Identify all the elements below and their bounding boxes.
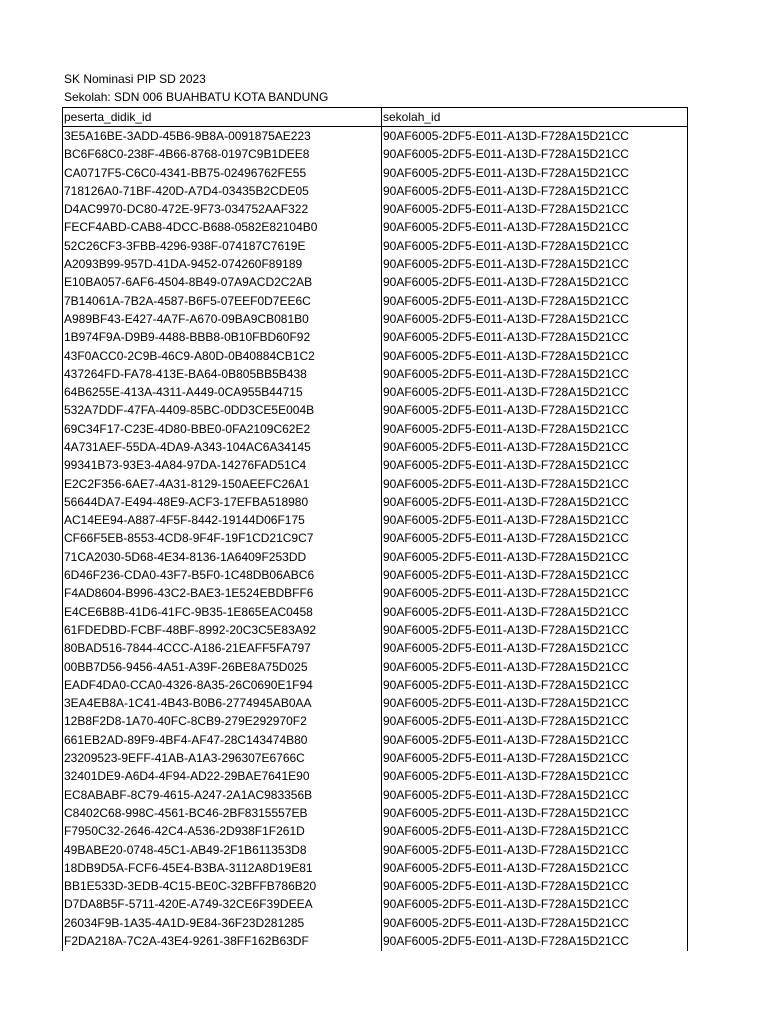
cell-sekolah-id: 90AF6005-2DF5-E011-A13D-F728A15D21CC	[382, 365, 688, 383]
cell-peserta-didik-id: C8402C68-998C-4561-BC46-2BF8315557EB	[63, 804, 382, 822]
cell-peserta-didik-id: 718126A0-71BF-420D-A7D4-03435B2CDE05	[63, 182, 382, 200]
cell-sekolah-id: 90AF6005-2DF5-E011-A13D-F728A15D21CC	[382, 859, 688, 877]
cell-peserta-didik-id: 26034F9B-1A35-4A1D-9E84-36F23D281285	[63, 914, 382, 932]
cell-peserta-didik-id: D4AC9970-DC80-472E-9F73-034752AAF322	[63, 200, 382, 218]
table-row	[63, 200, 688, 218]
cell-peserta-didik-id: 64B6255E-413A-4311-A449-0CA955B44715	[63, 383, 382, 401]
cell-peserta-didik-id: BC6F68C0-238F-4B66-8768-0197C9B1DEE8	[63, 146, 382, 164]
cell-sekolah-id: 90AF6005-2DF5-E011-A13D-F728A15D21CC	[382, 548, 688, 566]
cell-sekolah-id: 90AF6005-2DF5-E011-A13D-F728A15D21CC	[382, 621, 688, 639]
cell-sekolah-id: 90AF6005-2DF5-E011-A13D-F728A15D21CC	[382, 731, 688, 749]
cell-peserta-didik-id: 4A731AEF-55DA-4DA9-A343-104AC6A34145	[63, 438, 382, 456]
table-row	[63, 548, 688, 566]
cell-sekolah-id: 90AF6005-2DF5-E011-A13D-F728A15D21CC	[382, 713, 688, 731]
table-row	[63, 804, 688, 822]
cell-sekolah-id: 90AF6005-2DF5-E011-A13D-F728A15D21CC	[382, 237, 688, 255]
cell-peserta-didik-id: 6D46F236-CDA0-43F7-B5F0-1C48DB06ABC6	[63, 566, 382, 584]
cell-sekolah-id: 90AF6005-2DF5-E011-A13D-F728A15D21CC	[382, 841, 688, 859]
table-row	[63, 182, 688, 200]
cell-sekolah-id: 90AF6005-2DF5-E011-A13D-F728A15D21CC	[382, 219, 688, 237]
table-row	[63, 658, 688, 676]
table-row	[63, 512, 688, 530]
table-row	[63, 310, 688, 328]
cell-sekolah-id: 90AF6005-2DF5-E011-A13D-F728A15D21CC	[382, 896, 688, 914]
cell-peserta-didik-id: A989BF43-E427-4A7F-A670-09BA9CB081B0	[63, 310, 382, 328]
document-page	[62, 70, 688, 951]
cell-peserta-didik-id: 52C26CF3-3FBB-4296-938F-074187C7619E	[63, 237, 382, 255]
cell-peserta-didik-id: 23209523-9EFF-41AB-A1A3-296307E6766C	[63, 749, 382, 767]
column-header-peserta-didik-id: peserta_didik_id	[63, 108, 382, 127]
cell-peserta-didik-id: 49BABE20-0748-45C1-AB49-2F1B611353D8	[63, 841, 382, 859]
table-row	[63, 329, 688, 347]
table-row	[63, 877, 688, 895]
cell-sekolah-id: 90AF6005-2DF5-E011-A13D-F728A15D21CC	[382, 786, 688, 804]
table-row	[63, 768, 688, 786]
cell-sekolah-id: 90AF6005-2DF5-E011-A13D-F728A15D21CC	[382, 182, 688, 200]
table-row	[63, 731, 688, 749]
cell-peserta-didik-id: 661EB2AD-89F9-4BF4-AF47-28C143474B80	[63, 731, 382, 749]
document-title: SK Nominasi PIP SD 2023	[64, 72, 206, 86]
cell-peserta-didik-id: EADF4DA0-CCA0-4326-8A35-26C0690E1F94	[63, 676, 382, 694]
cell-peserta-didik-id: 437264FD-FA78-413E-BA64-0B805BB5B438	[63, 365, 382, 383]
table-row	[63, 383, 688, 401]
table-row	[63, 914, 688, 932]
cell-peserta-didik-id: E4CE6B8B-41D6-41FC-9B35-1E865EAC0458	[63, 603, 382, 621]
table-row	[63, 786, 688, 804]
table-row	[63, 695, 688, 713]
table-row	[63, 402, 688, 420]
cell-sekolah-id: 90AF6005-2DF5-E011-A13D-F728A15D21CC	[382, 749, 688, 767]
table-row	[63, 823, 688, 841]
cell-sekolah-id: 90AF6005-2DF5-E011-A13D-F728A15D21CC	[382, 164, 688, 182]
cell-peserta-didik-id: AC14EE94-A887-4F5F-8442-19144D06F175	[63, 512, 382, 530]
cell-sekolah-id: 90AF6005-2DF5-E011-A13D-F728A15D21CC	[382, 603, 688, 621]
table-row	[63, 438, 688, 456]
table-row	[63, 420, 688, 438]
cell-peserta-didik-id: D7DA8B5F-5711-420E-A749-32CE6F39DEEA	[63, 896, 382, 914]
table-row	[63, 749, 688, 767]
cell-peserta-didik-id: 61FDEDBD-FCBF-48BF-8992-20C3C5E83A92	[63, 621, 382, 639]
table-body	[63, 127, 688, 951]
table-row	[63, 676, 688, 694]
cell-peserta-didik-id: 71CA2030-5D68-4E34-8136-1A6409F253DD	[63, 548, 382, 566]
cell-sekolah-id: 90AF6005-2DF5-E011-A13D-F728A15D21CC	[382, 402, 688, 420]
cell-peserta-didik-id: 1B974F9A-D9B9-4488-BBB8-0B10FBD60F92	[63, 329, 382, 347]
cell-peserta-didik-id: 80BAD516-7844-4CCC-A186-21EAFF5FA797	[63, 640, 382, 658]
cell-peserta-didik-id: 69C34F17-C23E-4D80-BBE0-0FA2109C62E2	[63, 420, 382, 438]
cell-sekolah-id: 90AF6005-2DF5-E011-A13D-F728A15D21CC	[382, 347, 688, 365]
cell-sekolah-id: 90AF6005-2DF5-E011-A13D-F728A15D21CC	[382, 310, 688, 328]
table-row	[63, 493, 688, 511]
cell-sekolah-id: 90AF6005-2DF5-E011-A13D-F728A15D21CC	[382, 768, 688, 786]
table-row	[63, 713, 688, 731]
cell-sekolah-id: 90AF6005-2DF5-E011-A13D-F728A15D21CC	[382, 585, 688, 603]
cell-peserta-didik-id: 43F0ACC0-2C9B-46C9-A80D-0B40884CB1C2	[63, 347, 382, 365]
table-row	[63, 164, 688, 182]
table-row	[63, 640, 688, 658]
cell-sekolah-id: 90AF6005-2DF5-E011-A13D-F728A15D21CC	[382, 255, 688, 273]
cell-sekolah-id: 90AF6005-2DF5-E011-A13D-F728A15D21CC	[382, 292, 688, 310]
table-row	[63, 219, 688, 237]
cell-sekolah-id: 90AF6005-2DF5-E011-A13D-F728A15D21CC	[382, 146, 688, 164]
cell-sekolah-id: 90AF6005-2DF5-E011-A13D-F728A15D21CC	[382, 127, 688, 146]
table-row	[63, 932, 688, 950]
cell-peserta-didik-id: 32401DE9-A6D4-4F94-AD22-29BAE7641E90	[63, 768, 382, 786]
cell-peserta-didik-id: BB1E533D-3EDB-4C15-BE0C-32BFFB786B20	[63, 877, 382, 895]
cell-sekolah-id: 90AF6005-2DF5-E011-A13D-F728A15D21CC	[382, 877, 688, 895]
cell-peserta-didik-id: 532A7DDF-47FA-4409-85BC-0DD3CE5E004B	[63, 402, 382, 420]
table-row	[63, 475, 688, 493]
cell-peserta-didik-id: 00BB7D56-9456-4A51-A39F-26BE8A75D025	[63, 658, 382, 676]
cell-sekolah-id: 90AF6005-2DF5-E011-A13D-F728A15D21CC	[382, 530, 688, 548]
cell-sekolah-id: 90AF6005-2DF5-E011-A13D-F728A15D21CC	[382, 457, 688, 475]
cell-sekolah-id: 90AF6005-2DF5-E011-A13D-F728A15D21CC	[382, 274, 688, 292]
table-row	[63, 621, 688, 639]
table-header-row	[63, 108, 688, 127]
cell-sekolah-id: 90AF6005-2DF5-E011-A13D-F728A15D21CC	[382, 475, 688, 493]
cell-peserta-didik-id: 7B14061A-7B2A-4587-B6F5-07EEF0D7EE6C	[63, 292, 382, 310]
cell-sekolah-id: 90AF6005-2DF5-E011-A13D-F728A15D21CC	[382, 676, 688, 694]
table-row	[63, 896, 688, 914]
cell-sekolah-id: 90AF6005-2DF5-E011-A13D-F728A15D21CC	[382, 200, 688, 218]
table-row	[63, 603, 688, 621]
cell-sekolah-id: 90AF6005-2DF5-E011-A13D-F728A15D21CC	[382, 512, 688, 530]
table-row	[63, 457, 688, 475]
cell-peserta-didik-id: A2093B99-957D-41DA-9452-074260F89189	[63, 255, 382, 273]
table-row	[63, 237, 688, 255]
cell-sekolah-id: 90AF6005-2DF5-E011-A13D-F728A15D21CC	[382, 420, 688, 438]
table-row	[63, 566, 688, 584]
cell-peserta-didik-id: CF66F5EB-8553-4CD8-9F4F-19F1CD21C9C7	[63, 530, 382, 548]
cell-peserta-didik-id: 3E5A16BE-3ADD-45B6-9B8A-0091875AE223	[63, 127, 382, 146]
school-line: Sekolah: SDN 006 BUAHBATU KOTA BANDUNG	[64, 90, 329, 104]
cell-peserta-didik-id: 56644DA7-E494-48E9-ACF3-17EFBA518980	[63, 493, 382, 511]
table-row	[63, 292, 688, 310]
table-row	[63, 530, 688, 548]
nomination-table	[62, 107, 688, 951]
cell-sekolah-id: 90AF6005-2DF5-E011-A13D-F728A15D21CC	[382, 640, 688, 658]
cell-peserta-didik-id: 18DB9D5A-FCF6-45E4-B3BA-3112A8D19E81	[63, 859, 382, 877]
table-row	[63, 255, 688, 273]
cell-sekolah-id: 90AF6005-2DF5-E011-A13D-F728A15D21CC	[382, 658, 688, 676]
table-row	[63, 274, 688, 292]
cell-peserta-didik-id: F4AD8604-B996-43C2-BAE3-1E524EBDBFF6	[63, 585, 382, 603]
cell-peserta-didik-id: 3EA4EB8A-1C41-4B43-B0B6-2774945AB0AA	[63, 695, 382, 713]
cell-peserta-didik-id: EC8ABABF-8C79-4615-A247-2A1AC983356B	[63, 786, 382, 804]
cell-peserta-didik-id: 99341B73-93E3-4A84-97DA-14276FAD51C4	[63, 457, 382, 475]
cell-peserta-didik-id: E10BA057-6AF6-4504-8B49-07A9ACD2C2AB	[63, 274, 382, 292]
cell-sekolah-id: 90AF6005-2DF5-E011-A13D-F728A15D21CC	[382, 804, 688, 822]
cell-sekolah-id: 90AF6005-2DF5-E011-A13D-F728A15D21CC	[382, 695, 688, 713]
cell-sekolah-id: 90AF6005-2DF5-E011-A13D-F728A15D21CC	[382, 383, 688, 401]
cell-sekolah-id: 90AF6005-2DF5-E011-A13D-F728A15D21CC	[382, 914, 688, 932]
cell-peserta-didik-id: F2DA218A-7C2A-43E4-9261-38FF162B63DF	[63, 932, 382, 950]
table-row	[63, 127, 688, 146]
cell-sekolah-id: 90AF6005-2DF5-E011-A13D-F728A15D21CC	[382, 493, 688, 511]
table-row	[63, 365, 688, 383]
table-row	[63, 347, 688, 365]
table-row	[63, 859, 688, 877]
table-row	[63, 585, 688, 603]
cell-sekolah-id: 90AF6005-2DF5-E011-A13D-F728A15D21CC	[382, 823, 688, 841]
cell-sekolah-id: 90AF6005-2DF5-E011-A13D-F728A15D21CC	[382, 329, 688, 347]
cell-peserta-didik-id: F7950C32-2646-42C4-A536-2D938F1F261D	[63, 823, 382, 841]
cell-sekolah-id: 90AF6005-2DF5-E011-A13D-F728A15D21CC	[382, 438, 688, 456]
cell-peserta-didik-id: CA0717F5-C6C0-4341-BB75-02496762FE55	[63, 164, 382, 182]
table-row	[63, 841, 688, 859]
column-header-sekolah-id: sekolah_id	[382, 108, 688, 127]
cell-sekolah-id: 90AF6005-2DF5-E011-A13D-F728A15D21CC	[382, 932, 688, 950]
cell-peserta-didik-id: E2C2F356-6AE7-4A31-8129-150AEEFC26A1	[63, 475, 382, 493]
cell-sekolah-id: 90AF6005-2DF5-E011-A13D-F728A15D21CC	[382, 566, 688, 584]
table-row	[63, 146, 688, 164]
cell-peserta-didik-id: FECF4ABD-CAB8-4DCC-B688-0582E82104B0	[63, 219, 382, 237]
cell-peserta-didik-id: 12B8F2D8-1A70-40FC-8CB9-279E292970F2	[63, 713, 382, 731]
